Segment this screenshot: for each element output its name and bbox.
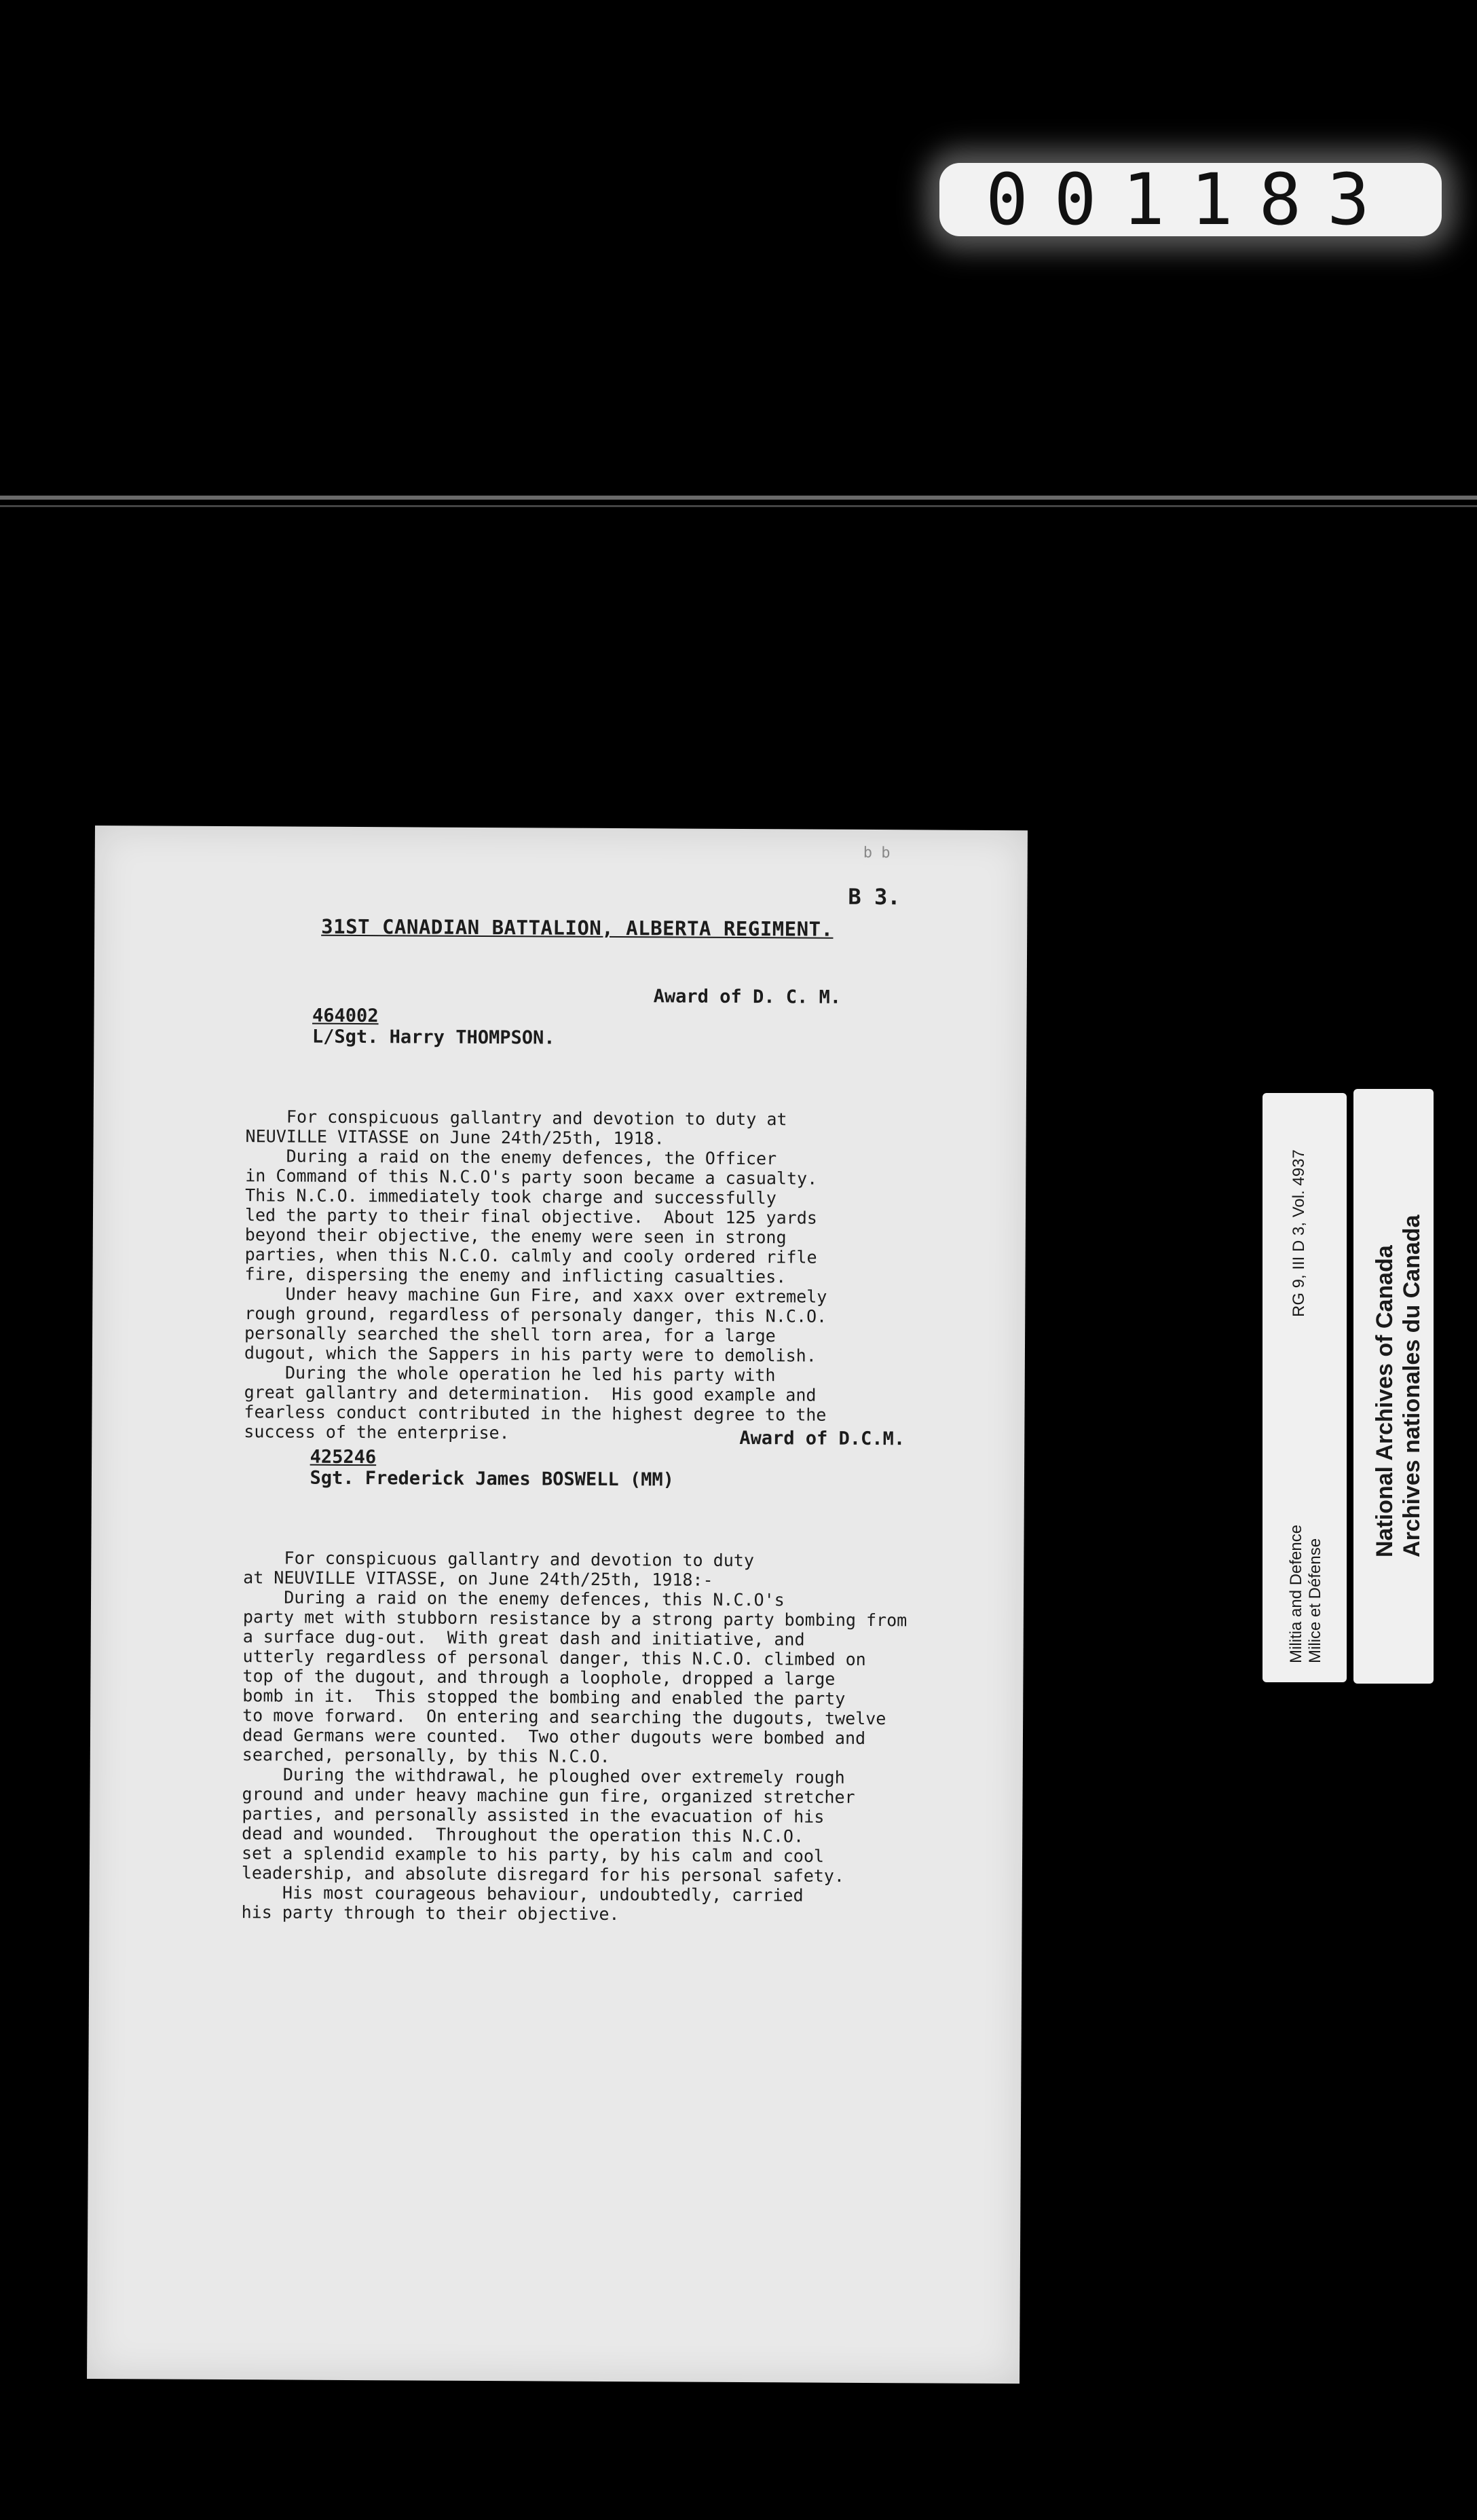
award-title: Award of D. C. M. (653, 986, 842, 1008)
citation-header (246, 984, 1013, 1093)
service-number: 464002 (312, 1005, 379, 1027)
soldier-name: Sgt. Frederick James BOSWELL (MM) (310, 1467, 675, 1491)
archive-reference-label (1263, 1093, 1347, 1682)
archive-reference: RG 9, III D 3, Vol. 4937 (1290, 1149, 1308, 1317)
film-divider-shadow (0, 505, 1477, 507)
page-reference-mark: b b (863, 844, 891, 862)
institution-label (1353, 1089, 1434, 1684)
frame-number-label: 001183 (939, 163, 1442, 236)
award-title: Award of D.C.M. (739, 1427, 905, 1450)
citation-header (244, 1425, 1011, 1534)
battalion-heading: 31ST CANADIAN BATTALION, ALBERTA REGIMENT. (321, 914, 834, 941)
citation-boswell (242, 1425, 1011, 1926)
film-divider (0, 496, 1477, 500)
institution-name: National Archives of Canada Archives nationales du Canada (1372, 1215, 1425, 1557)
department-name: Militia and Defence Milice et Défense (1287, 1524, 1324, 1663)
service-number: 425246 (310, 1446, 377, 1468)
page-reference: B 3. (848, 883, 901, 910)
citation-body: For conspicuous gallantry and devotion to duty at NEUVILLE VITASSE on June 24th/25th, 1918. During a raid on the enemy defences, the Officer in Command of this N.C.O's party soon became a casualty. This N.C.O. immediately took charge and successfully led the party to their final objective. About 125 yards beyond their objective, the enemy were seen in strong parties, when this N.C.O. calmly and cooly ordered rifle fire, dispersing the enemy and inflicting casualties. Under heavy machine Gun Fire, and xaxx over extremely rough ground, regardless of personaly danger, this N.C.O. personally searched the shell torn area, for a large dugout, which the Sappers in his party were to demolish. During the whole operation he led his party with great gallantry and determination. His good example and fearless conduct contributed in the highest degree to the success of the enterprise. (244, 1107, 827, 1443)
citation-body: For conspicuous gallantry and devotion to duty at NEUVILLE VITASSE, on June 24th/25th, 1918:- During a raid on the enemy defences, this N.C.O's party met with stubborn resistance by a strong party bombing from a surface dug-out. With great dash and initiative, and utterly regardless of personal danger, this N.C.O. climbed on top of the dugout, and through a loophole, dropped a large bomb in it. This stopped the bombing and enabled the party to move forward. On entering and searching the dugouts, twelve dead Germans were counted. Two other dugouts were bombed and searched, personally, by this N.C.O. During the withdrawal, he ploughed over extremely rough ground and under heavy machine gun fire, organized stretcher parties, and personally assisted in the evacuation of his dead and wounded. Throughout the operation this N.C.O. set a splendid example to his party, by his calm and cool leadership, and absolute disregard for his personal safety. His most courageous behaviour, undoubtedly, carried his party through to their objective. (241, 1548, 908, 1925)
document-page (87, 826, 1028, 2384)
citation-thompson (244, 984, 1013, 1445)
soldier-name: L/Sgt. Harry THOMPSON. (312, 1026, 555, 1049)
